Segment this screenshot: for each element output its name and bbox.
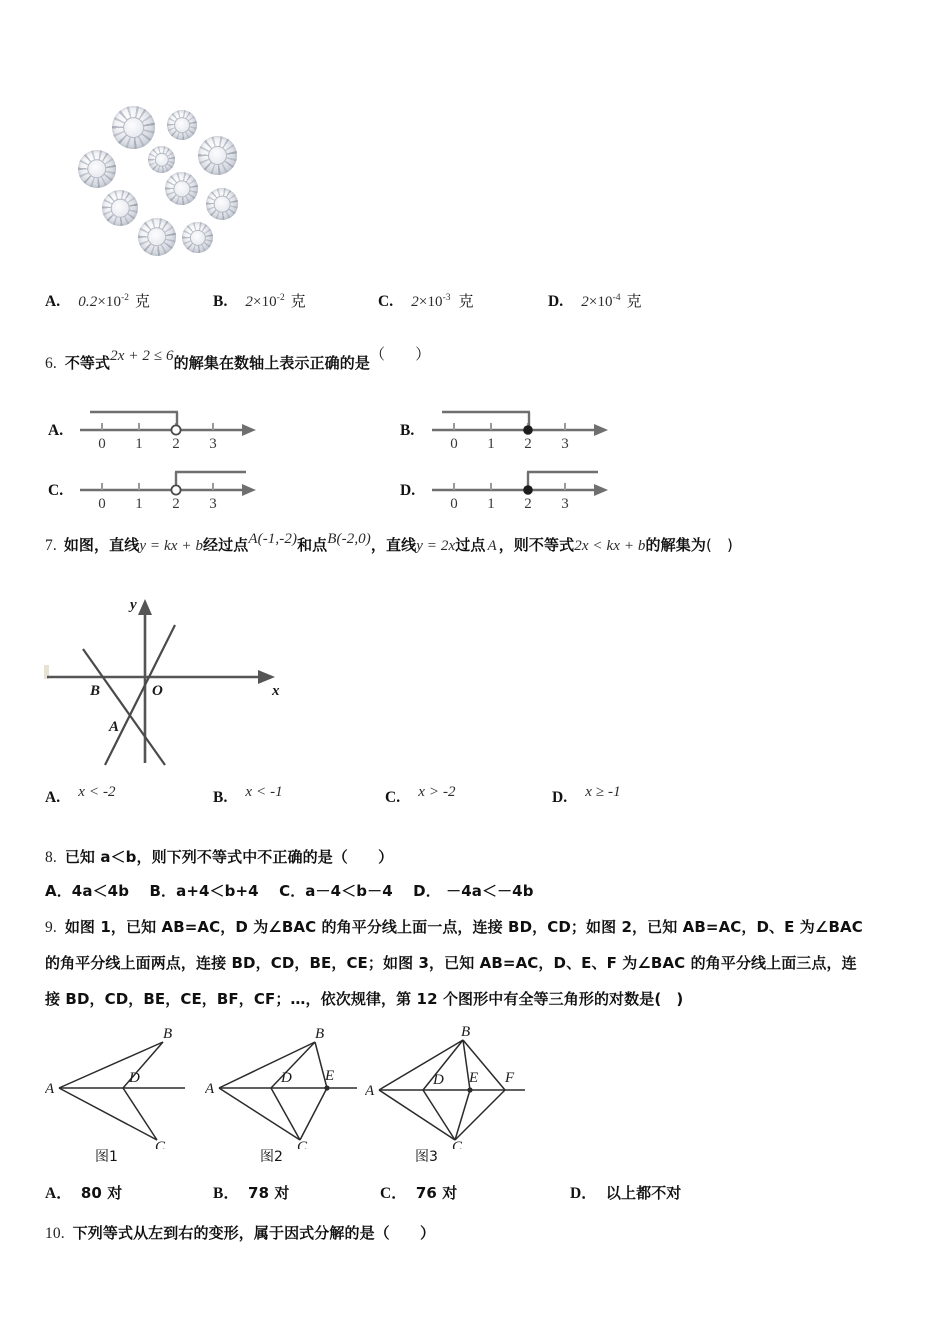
- question7-stem: [45, 531, 733, 558]
- question6-option-b: [400, 400, 630, 452]
- option-value: 78 对: [248, 1184, 290, 1202]
- question9-stem-line2: [45, 952, 857, 975]
- option-letter: C.: [48, 482, 64, 499]
- option-letter: D．: [570, 1185, 597, 1202]
- option-coefficient: 0.2: [78, 294, 98, 310]
- option-coefficient: 2: [411, 294, 419, 310]
- question5-option-b: [213, 290, 306, 314]
- option-value: 以上都不对: [605, 1184, 682, 1202]
- question9-option-c: [380, 1182, 457, 1205]
- vertex-label-b: B: [315, 1026, 325, 1042]
- question-text: 下列等式从左到右的变形，属于因式分解的是（ ）: [72, 1224, 436, 1242]
- coordinate-plane-two-lines: [45, 585, 295, 770]
- vertex-label-c: C: [155, 1139, 166, 1149]
- question5-option-a: [45, 290, 150, 314]
- vertex-label-e: E: [325, 1068, 335, 1084]
- point-b-coords: B(-2,0): [327, 531, 371, 547]
- tick-label: 0: [98, 436, 106, 452]
- tick-label: 3: [561, 436, 569, 452]
- question-number: 9.: [45, 919, 57, 936]
- tick-label: 1: [135, 436, 143, 452]
- triangle-diagram-3: [365, 1024, 545, 1149]
- option-letter: B.: [213, 789, 228, 806]
- diamond-gem: [182, 222, 213, 253]
- option-value: x < -1: [245, 784, 283, 800]
- numberline-diagram-a: [74, 400, 264, 452]
- triangle-diagram-2: [205, 1024, 375, 1149]
- triangle-diagram-1: [45, 1024, 210, 1149]
- question-text: 的解集为: [645, 536, 706, 554]
- option-value: x < -2: [78, 784, 116, 800]
- vertex-label-d: D: [281, 1070, 292, 1086]
- option-letter: A.: [45, 293, 61, 310]
- question-text: ，直线: [370, 536, 417, 554]
- tick-label: 0: [98, 496, 106, 512]
- diamond-cluster-photo: [72, 100, 252, 268]
- option-exponent: -2: [276, 293, 285, 303]
- tick-label: 3: [209, 436, 217, 452]
- vertex-label-c: C: [297, 1139, 308, 1149]
- axis-label-x: x: [272, 683, 280, 699]
- question10-stem: [45, 1222, 435, 1245]
- question-number: 7.: [45, 537, 57, 554]
- question-text: 如图，直线: [63, 536, 140, 554]
- question-text: 已知 a＜b，则下列不等式中不正确的是（ ）: [64, 848, 394, 866]
- times-sign: ×: [97, 294, 106, 310]
- question6-option-a: [48, 400, 278, 452]
- line-equation-1: y = kx + b: [139, 538, 204, 554]
- question9-option-d: [570, 1182, 681, 1205]
- question-text-line3: 接 BD，CD，BE，CE，BF，CF；…，依次规律，第 12 个图形中有全等三角形的对数是( ): [45, 990, 684, 1008]
- option-coefficient: 2: [245, 294, 254, 310]
- diamond-gem: [148, 146, 175, 173]
- question7-option-d: [552, 786, 621, 810]
- tick-label: 3: [209, 496, 217, 512]
- option-value: x > -2: [418, 784, 456, 800]
- point-label-a: A: [109, 719, 120, 735]
- question7-option-a: [45, 786, 116, 810]
- axis-label-y: y: [130, 597, 137, 613]
- option-letter: D.: [400, 482, 416, 499]
- option-value: 80 对: [80, 1184, 123, 1202]
- tick-label: 3: [561, 496, 569, 512]
- question7-option-c: [385, 786, 456, 810]
- option-letter: C.: [378, 293, 394, 310]
- question9-figure-3: [365, 1024, 545, 1165]
- option-coefficient: 2: [581, 294, 589, 310]
- tick-label: 2: [172, 496, 180, 512]
- vertex-label-d: D: [433, 1072, 444, 1088]
- tick-label: 0: [450, 496, 458, 512]
- point-label-b: B: [90, 683, 101, 699]
- origin-label: O: [152, 683, 163, 699]
- option-letter: A.: [48, 422, 64, 439]
- diamond-gem: [206, 188, 238, 220]
- vertex-label-a: A: [365, 1083, 375, 1099]
- options-line: A．4a＜4b B．a+4＜b+4 C．a－4＜b－4 D． －4a＜－4b: [45, 882, 534, 900]
- diamond-gem: [102, 190, 138, 226]
- question9-option-b: [213, 1182, 290, 1205]
- question-text: 和点: [297, 536, 328, 554]
- question8-stem: [45, 846, 393, 869]
- option-unit: 克: [290, 292, 306, 310]
- diamond-gem: [167, 110, 197, 140]
- answer-blank: ( ): [705, 536, 733, 554]
- vertex-label-c: C: [452, 1139, 463, 1149]
- option-letter: B.: [400, 422, 415, 439]
- option-base: 10: [105, 294, 122, 310]
- times-sign: ×: [418, 294, 428, 310]
- question6-option-d: [400, 460, 630, 512]
- option-exponent: -2: [121, 293, 130, 303]
- tick-label: 1: [135, 496, 143, 512]
- point-a-label: A: [487, 538, 497, 554]
- point-a-coords: A(-1,-2): [248, 531, 298, 547]
- option-letter: C．: [380, 1185, 407, 1202]
- diamond-gem: [198, 136, 237, 175]
- question-text: 经过点: [203, 536, 249, 554]
- question6-formula: 2x + 2 ≤ 6: [110, 348, 174, 364]
- vertex-label-d: D: [129, 1070, 140, 1086]
- question-text-line1: 如图 1，已知 AB=AC，D 为∠BAC 的角平分线上面一点，连接 BD，CD；如图 2，已知 AB=AC，D、E 为∠BAC: [64, 918, 863, 936]
- tick-label: 0: [450, 436, 458, 452]
- question8-options: [45, 880, 534, 903]
- numberline-diagram-d: [426, 460, 616, 512]
- option-value: 76 对: [415, 1184, 458, 1202]
- question9-option-a: [45, 1182, 122, 1205]
- option-unit: 克: [134, 292, 151, 310]
- vertex-label-a: A: [205, 1081, 215, 1097]
- question5-option-c: [378, 290, 474, 314]
- inequality: 2x < kx + b: [574, 538, 646, 554]
- question9-stem-line1: [45, 916, 863, 939]
- tick-label: 2: [172, 436, 180, 452]
- option-letter: C.: [385, 789, 401, 806]
- diamond-gem: [112, 106, 155, 149]
- tick-label: 1: [487, 496, 495, 512]
- tick-label: 1: [487, 436, 495, 452]
- diamond-gem: [138, 218, 176, 256]
- vertex-label-e: E: [469, 1070, 479, 1086]
- option-value: x ≥ -1: [585, 784, 621, 800]
- tick-label: 2: [524, 496, 532, 512]
- question-text-line2: 的角平分线上面两点，连接 BD，CD，BE，CE；如图 3，已知 AB=AC，D、E、F 为∠BAC 的角平分线上面三点，连: [45, 954, 857, 972]
- question-number: 8.: [45, 849, 57, 866]
- question-text: ，则不等式: [498, 536, 575, 554]
- option-base: 10: [427, 294, 443, 310]
- vertex-label-b: B: [163, 1026, 173, 1042]
- tick-label: 2: [524, 436, 532, 452]
- option-exponent: -3: [442, 293, 451, 303]
- option-letter: D.: [548, 293, 564, 310]
- question5-option-d: [548, 290, 642, 314]
- vertex-label-f: F: [505, 1070, 515, 1086]
- question9-figure-1: [45, 1024, 210, 1165]
- option-letter: A.: [45, 789, 61, 806]
- question-number: 10.: [45, 1225, 65, 1242]
- question9-figure-2: [205, 1024, 375, 1165]
- figure-caption-2: 图2: [260, 1149, 283, 1165]
- question-text: 过点: [455, 536, 486, 554]
- times-sign: ×: [253, 294, 262, 310]
- numberline-diagram-c: [74, 460, 264, 512]
- numberline-diagram-b: [426, 400, 616, 452]
- times-sign: ×: [588, 294, 598, 310]
- option-letter: A．: [45, 1185, 72, 1202]
- question7-option-b: [213, 786, 283, 810]
- option-unit: 克: [626, 292, 642, 310]
- question6-stem: [45, 345, 431, 376]
- question-text-after: 的解集在数轴上表示正确的是: [173, 354, 370, 372]
- option-base: 10: [261, 294, 277, 310]
- option-letter: B．: [213, 1185, 240, 1202]
- diamond-gem: [78, 150, 116, 188]
- question9-stem-line3: [45, 988, 683, 1011]
- line-equation-2: y = 2x: [416, 538, 456, 554]
- vertex-label-b: B: [461, 1024, 471, 1040]
- question6-option-c: [48, 460, 278, 512]
- figure-caption-1: 图1: [95, 1149, 118, 1165]
- option-letter: D.: [552, 789, 568, 806]
- option-base: 10: [597, 294, 613, 310]
- option-exponent: -4: [612, 293, 621, 303]
- option-unit: 克: [458, 292, 474, 310]
- answer-blank: （ ）: [369, 345, 431, 363]
- question-number: 6.: [45, 355, 57, 372]
- figure-caption-3: 图3: [415, 1149, 438, 1165]
- option-letter: B.: [213, 293, 228, 310]
- question-text: 不等式: [64, 354, 111, 372]
- coordinate-plane-figure: [45, 585, 295, 770]
- diamond-gem: [165, 172, 198, 205]
- vertex-label-a: A: [45, 1081, 55, 1097]
